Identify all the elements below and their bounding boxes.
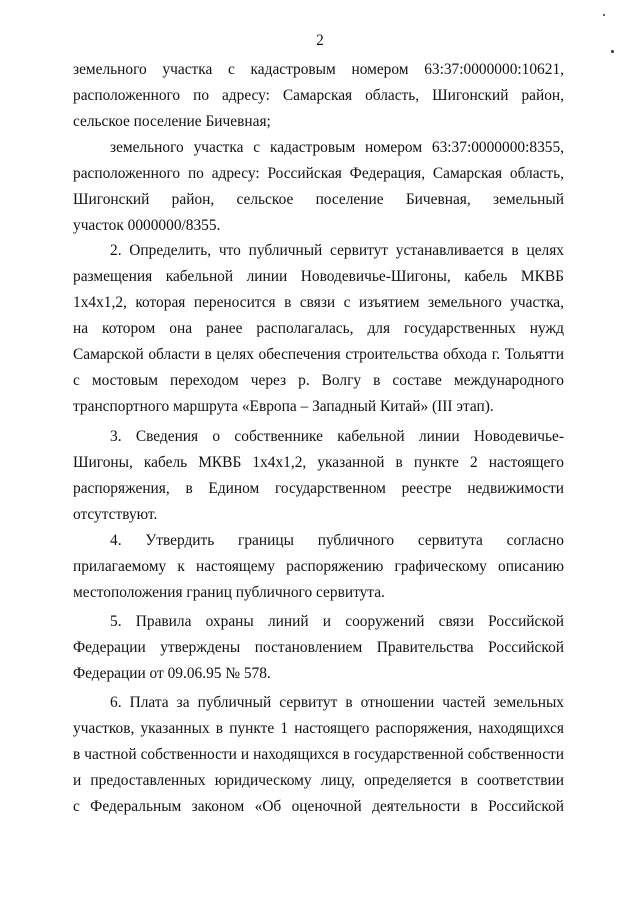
text-line: местоположения границ публичного сервитута.: [73, 584, 385, 601]
text-line: Федерации от 09.06.95 № 578.: [73, 665, 271, 682]
text-line: земельного участка с кадастровым номером 63:37:0000000:8355,: [110, 139, 564, 156]
page-number: 2: [316, 32, 324, 49]
text-line: 5. Правила охраны линий и сооружений связи Российской: [110, 613, 564, 630]
text-line: распоряжения, в Едином государственном реестре недвижимости: [73, 480, 564, 497]
text-line: расположенного по адресу: Российская Федерация, Самарская область,: [73, 165, 564, 182]
text-line: с мостовым переходом через р. Волгу в составе международного: [73, 372, 564, 389]
text-line: прилагаемому к настоящему распоряжению графическому описанию: [73, 558, 564, 575]
text-line: Федерации утверждены постановлением Правительства Российской: [73, 639, 564, 656]
text-line: размещения кабельной линии Новодевичье-Шигоны, кабель МКВБ: [73, 268, 564, 285]
text-line: 6. Плата за публичный сервитут в отношении частей земельных: [110, 694, 564, 711]
text-line: и предоставленных юридическому лицу, определяется в соответствии: [73, 772, 564, 789]
text-line: Шигонский район, сельское поселение Бичевная, земельный: [73, 191, 564, 208]
text-line: 3. Сведения о собственнике кабельной линии Новодевичье-: [110, 428, 564, 445]
text-line: транспортного маршрута «Европа – Западный Китай» (III этап).: [73, 398, 494, 415]
text-line: на котором она ранее располагалась, для государственных нужд: [73, 320, 564, 337]
text-line: расположенного по адресу: Самарская область, Шигонский район,: [73, 87, 564, 104]
text-line: Самарской области в целях обеспечения строительства обхода г. Тольятти: [73, 346, 564, 363]
text-line: сельское поселение Бичевная;: [73, 113, 271, 130]
text-line: отсутствуют.: [73, 506, 158, 523]
text-line: в частной собственности и находящихся в государственной собственности: [73, 746, 564, 763]
text-line: участков, указанных в пункте 1 настоящего распоряжения, находящихся: [73, 720, 564, 737]
text-line: 2. Определить, что публичный сервитут устанавливается в целях: [110, 242, 564, 259]
text-line: 1х4х1,2, которая переносится в связи с изъятием земельного участка,: [73, 294, 564, 311]
scan-speck: [611, 50, 614, 53]
text-line: Шигоны, кабель МКВБ 1х4х1,2, указанной в пункте 2 настоящего: [73, 454, 564, 471]
text-line: 4. Утвердить границы публичного сервитута согласно: [110, 532, 564, 549]
text-line: с Федеральным законом «Об оценочной деятельности в Российской: [73, 798, 564, 815]
text-line: земельного участка с кадастровым номером 63:37:0000000:10621,: [73, 61, 564, 78]
text-line: участок 0000000/8355.: [73, 217, 221, 234]
scan-speck: [603, 14, 605, 16]
